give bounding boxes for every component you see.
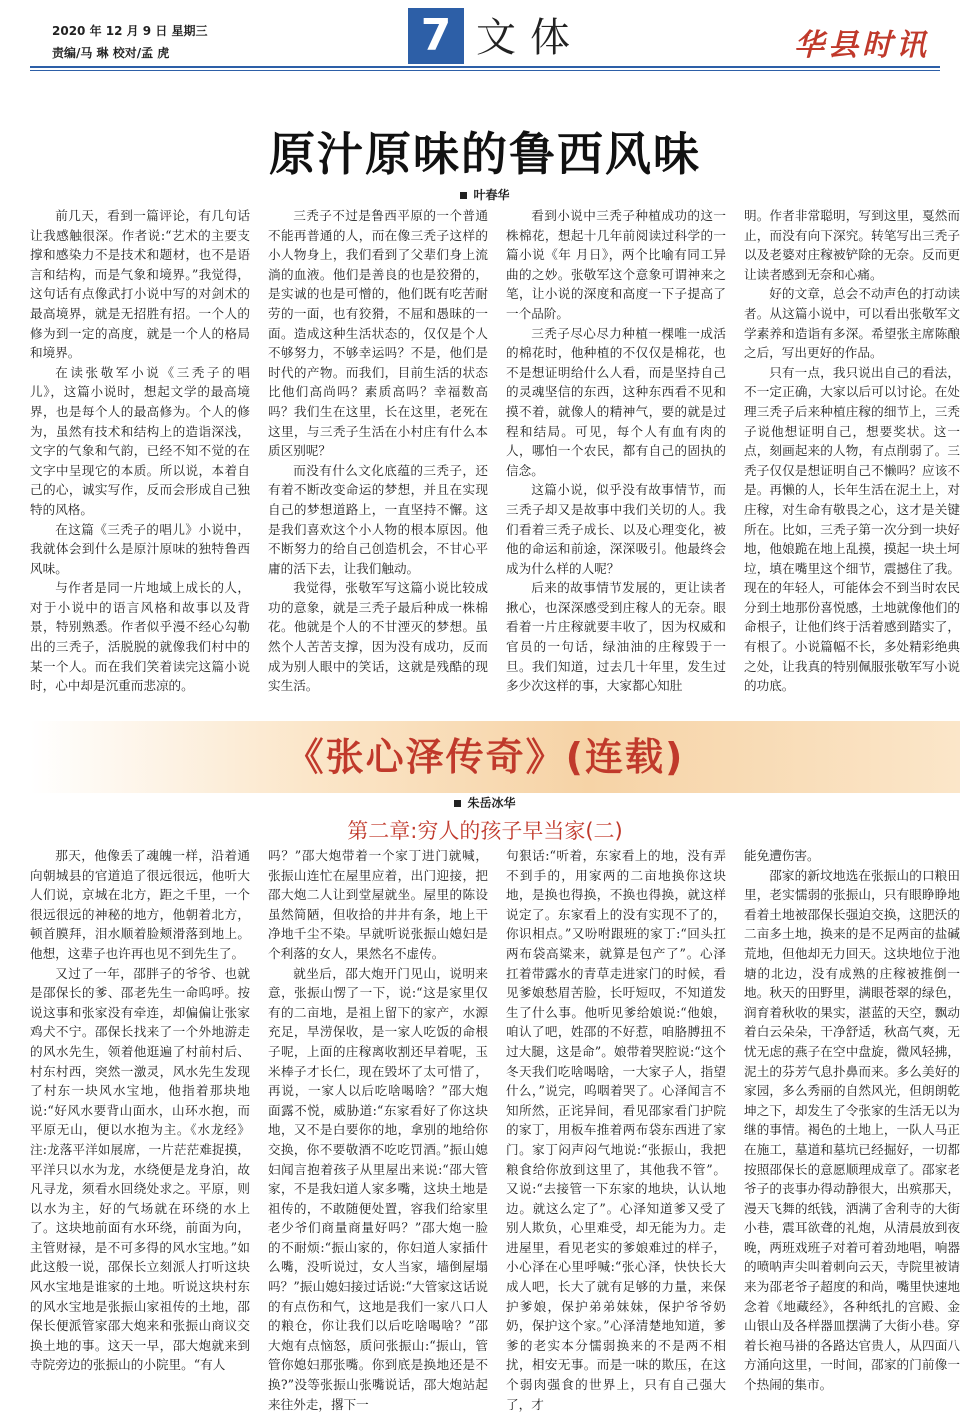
article2-author: 朱岳冰华 — [467, 796, 516, 810]
newspaper-logo: 华县时讯 — [794, 28, 930, 63]
article1-column-4 — [744, 206, 960, 700]
paragraph: 能免遭伤害。 — [744, 848, 820, 863]
article2-column-4 — [744, 846, 960, 1422]
section-title: 文体 — [476, 15, 584, 61]
paragraph: 三秃子不过是鲁西平原的一个普通不能再普通的人，而在像三秃子这样的小人物身上，我们看到了父辈们身上流淌的血液。他们是善良的也是狡猾的，是实诚的也是可憎的，他们既有吃苦耐劳的一面，也有狡猾，不屈和愚昧的一面。造成这种生活状态的，仅仅是个人不够努力，不够幸运吗？不是，他们是时代的产物。而我们，目前生活的状态比他们高尚吗？素质高吗？幸福数高吗？我们生在这里，长在这里，老死在这里，与三秃子生活在小村庄有什么本质区别呢？ — [268, 208, 488, 459]
paragraph: 看到小说中三秃子种植成功的这一株棉花，想起十几年前阅读过科学的一篇小说《年 月日》，两个比喻有同工异曲的之妙。张敬军这个意象可谓神来之笔，让小说的深度和高度一下子提高了一个品阶。 — [506, 208, 726, 321]
article2-chapter-title: 第二章:穷人的孩子早当家(二) — [347, 819, 623, 843]
paragraph: 在这篇《三秃子的唱儿》小说中，我就体会到什么是原汁原味的独特鲁西风味。 — [30, 521, 250, 576]
paragraph: 这篇小说，似乎没有故事情节，而三秃子却又是故事中我们关切的人。我们看着三秃子成长、以及心理变化，被他的命运和前途，深深吸引。他最终会成为什么样的人呢？ — [506, 482, 726, 576]
paragraph: 又过了一年，邵胖子的爷爷、也就是邵保长的爹、邵老先生一命呜呼。按说这事和张家没有牵连，却偏偏让张家鸡犬不宁。邵保长找来了一个外地游走的风水先生，领着他逛遍了村前村后、村东村西，突然一激灵，风水先生发现了村东一块风水宝地，他指着那块地说:“好风水要背山面水，山环水抱，而平原无山，便以水抱为主。《水龙经》注:龙落平洋如展席，一片茫茫难捉摸，平洋只以水为龙，水绕便是龙身泊，故凡寻龙，须看水回绕处求之。平原，则以水为主，好的气场就在环绕的水上了。这块地前面有水环绕，前面为向，主管财禄，是不可多得的风水宝地。”如此这般一说，邵保长立刻派人打听这块风水宝地是谁家的土地。听说这块村东的风水宝地是张振山家祖传的土地，邵保长便派管家邵大炮来和张振山商议交换土地的事。这天一早，邵大炮就来到寺院旁边的张振山的小院里。“有人 — [30, 965, 250, 1373]
header-rule — [30, 66, 940, 68]
article2-byline — [0, 794, 970, 811]
editor-credits: 责编/马 琳 校对/孟 虎 — [52, 46, 170, 60]
byline-square-icon — [454, 800, 461, 807]
paragraph: 邵家的新坟地选在张振山的口粮田里，老实懦弱的张振山，只有眼睁睁地看着土地被邵保长强迫交换，这肥沃的二亩多土地，换来的是不足两亩的盐碱荒地，但他却无力回天。这块地位于池塘的北边，没有成熟的庄稼被推倒一地。秋天的田野里，满眼苍翠的绿色，润育着秋收的果实，湛蓝的天空，飘动着白云朵朵，干净舒适，秋高气爽，无忧无虑的燕子在空中盘旋，微风轻拂，泥土的芬芳气息扑鼻而来。多么美好的家园，多么秀丽的自然风光，但朗朗乾坤之下，却发生了令张家的生活无以为继的事情。褐色的土地上，一队人马正在施工，墓道和墓坑已经掘好，一切都按照邵保长的意愿顺理成章了。邵家老爷子的丧事办得动静很大，出殡那天，漫天飞舞的纸钱，洒满了舍利寺的大街小巷，震耳欲聋的礼炮，从清晨放到夜晚，两班戏班子对着可着劲地唱，响器的喷呐声尖叫着刺向云天，寺院里被请来为邵老爷子超度的和尚，嘴里快速地念着《地藏经》，各种纸扎的宫殿、金山银山及各样器皿摆满了大街小巷。穿着长袍马褂的各路达官贵人，从四面八方涌向这里，一时间，邵家的门前像一个热闹的集市。 — [744, 867, 960, 1393]
issue-date: 2020 年 12 月 9 日 星期三 — [52, 24, 208, 38]
article1-title: 原汁原味的鲁西风味 — [269, 127, 701, 181]
article2-title: 《张心泽传奇》(连载) — [285, 735, 685, 779]
article1-byline — [0, 186, 970, 203]
paragraph: 后来的故事情节发展的，更让读者揪心，也深深感受到庄稼人的无奈。眼看着一片庄稼就要丰收了，因为权威和官员的一句话，绿油油的庄稼毁于一旦。我们知道，过去几十年里，发生过多少次这样的事，大家都心知肚 — [506, 580, 726, 694]
article2-column-3 — [506, 846, 726, 1422]
article1-body — [30, 206, 960, 700]
article2-column-1 — [30, 846, 250, 1422]
paragraph: 句狠话:“听着，东家看上的地，没有弄不到手的，用家两的二亩地换你这块地，是换也得换，不换也得换，就这样说定了。东家看上的没有实现不了的，你识相点。”又吩咐跟班的家丁:“回头扛两布袋高粱来，就算是包产了”。心泽扛着带露水的青草走进家门的时候，看见爹娘愁眉苦脸，长吁短叹，不知道发生了什么事。他听见爹给娘说:“他娘，咱认了吧，姓邵的不好惹，咱胳膊扭不过大腿，这是命”。娘带着哭腔说:“这个冬天我们吃啥喝啥，一大家子人，指望什么，”说完，呜咽着哭了。心泽闻言不知所然，正诧异间，看见邵家看门护院的家丁，用板车推着两布袋东西进了家门。家丁闷声闷气地说:“张振山，我把粮食给你放到这里了，其他我不管”。又说:“去接管一下东家的地块，认认地边。就这么定了”。心泽知道爹又受了别人欺负，心里难受，却无能为力。走进屋里，看见老实的爹娘难过的样子，小心泽在心里呼喊:“张心泽，快快长大成人吧，长大了就有足够的力量，来保护爹娘，保护弟弟妹妹，保护爷爷奶奶，保护这个家。”心泽清楚地知道，爹爹的老实本分懦弱换来的不是两不相扰，相安无事。而是一味的欺压，在这个弱肉强食的世界上，只有自己强大了，才 — [506, 848, 726, 1412]
paragraph: 我觉得，张敬军写这篇小说比较成功的意象，就是三秃子最后种成一株棉花。他就是个人的不甘湮灭的梦想。虽然个人苦苦支撑，因为没有成功，反而成为别人眼中的笑话，这就是残酷的现实生活。 — [268, 580, 488, 694]
paragraph: 好的文章，总会不动声色的打动读者。从这篇小说中，可以看出张敬军文学素养和造诣有多深。希望张主席陈酿之后，写出更好的作品。 — [744, 286, 960, 361]
paragraph: 与作者是同一片地域上成长的人，对于小说中的语言风格和故事以及背景，特别熟悉。作者似乎漫不经心勾勒出的三秃子，活脱脱的就像我们村中的某一个人。而在我们笑着读完这篇小说时，心中却是沉重而悲凉的。 — [30, 580, 250, 694]
paragraph: 那天，他像丢了魂魄一样，沿着通向朝城县的官道追了很远很远，他听大人们说，京城在北方，距之千里，一个很远很远的神秘的地方，他朝着北方，顿首膜拜，泪水顺着脸颊滑落到地上。他想，这辈子也许再也见不到先生了。 — [30, 848, 250, 961]
header-meta — [52, 20, 208, 64]
paragraph: 在读张敬军小说《三秃子的唱儿》，这篇小说时，想起文学的最高境界，也是每个人的最高修为。个人的修为，虽然有技术和结构上的造诣深浅，文字的气象和气韵，已经不知不觉的在文字中呈现它的本质。所以说，本着自己的心，诚实写作，反而会形成自己独特的风格。 — [30, 364, 250, 517]
article2-body — [30, 846, 960, 1422]
byline-square-icon — [460, 192, 467, 199]
article1-column-2 — [268, 206, 488, 700]
paragraph: 吗？”邵大炮带着一个家丁进门就喊，张振山连忙在屋里应着，出门迎接，把邵大炮二人让到堂屋就坐。屋里的陈设虽然简陋，但收拾的井井有条，地上干净地千尘不染。早就听说张振山媳妇是个利落的女人，果然名不虚传。 — [268, 848, 488, 961]
article1-column-3 — [506, 206, 726, 700]
paragraph: 就坐后，邵大炮开门见山，说明来意，张振山愣了一下，说:“这是家里仅有的二亩地，是祖上留下的家产，水源充足，旱涝保收，是一家人吃饭的命根子呢，上面的庄稼离收割还早着呢，玉米棒子才长仁，现在毁坏了太可惜了，再说，一家人以后吃啥喝啥？”邵大炮面露不悦，威胁道:“东家看好了你这块地，又不是白要你的地，拿别的地给你交换，你不要敬酒不吃吃罚酒。”振山媳妇闻言抱着孩子从里屋出来说:“邵大管家，不是我妇道人家多嘴，这块土地是祖传的，不敢随便处置，容我们给家里老少爷们商量商量好吗？”邵大炮一脸的不耐烦:“振山家的，你妇道人家插什么嘴，没听说过，女人当家，墙倒屋塌吗？”振山媳妇接过话说:“大管家这话说的有点伤和气，这地是我们一家八口人的粮仓，你让我们以后吃啥喝啥？”邵大炮有点恼怒，质问张振山:“振山，管管你媳妇那张嘴。你到底是换地还是不换?”没等张振山张嘴说话，邵大炮站起来往外走，撂下一 — [268, 965, 488, 1412]
paragraph: 明。作者非常聪明，写到这里，戛然而止，而没有向下深究。转笔写出三秃子以及老婆对庄稼被铲除的无奈。反而更让读者感到无奈和心痛。 — [744, 208, 960, 282]
paragraph: 而没有什么文化底蕴的三秃子，还有着不断改变命运的梦想，并且在实现自己的梦想道路上，一直坚持不懈。这是我们喜欢这个小人物的根本原因。他不断努力的给自己创造机会，不甘心平庸的活下去，让我们触动。 — [268, 462, 488, 576]
paragraph: 只有一点，我只说出自己的看法，不一定正确，大家以后可以讨论。在处理三秃子后来种植庄稼的细节上，三秃子说他想证明自己，想要奖状。这一点，刻画起来的人物，有点削弱了。三秃子仅仅是想证明自己不懒吗？应该不是。再懒的人，长年生活在泥土上，对庄稼，对生命有敬畏之心，这才是关键所在。比如，三秃子第一次分到一块好地，他娘跪在地上乱摸，摸起一块土坷垃，填在嘴里这个细节，震撼住了我。现在的年轻人，可能体会不到当时农民分到土地那份喜悦感，土地就像他们的命根子，让他们终于活着感到踏实了，有根了。小说篇幅不长，多处精彩绝典之处，让我真的特别佩服张敬军写小说的功底。 — [744, 364, 960, 694]
article1-author: 叶春华 — [473, 188, 510, 202]
article2-column-2 — [268, 846, 488, 1422]
header-rule-thin — [30, 70, 940, 71]
paragraph: 三秃子尽心尽力种植一棵唯一成活的棉花时，他种植的不仅仅是棉花，也不是想证明给什么人看，而是坚持自己的灵魂坚信的东西，这种东西看不见和摸不着，就像人的精神气，要的就是过程和结局。可见，每个人有血有肉的人，哪怕一个农民，都有自己的固执的信念。 — [506, 325, 726, 478]
page-number-badge: 7 — [408, 8, 464, 64]
paragraph: 前几天，看到一篇评论，有几句话让我感触很深。作者说:“艺术的主要支撑和感染力不是技术和题材，也不是语言和结构，而是气象和境界。”我觉得，这句话有点像武打小说中写的对剑术的最高境界，就是无招胜有招。一个人的修为到一定的高度，就是一个人的格局和境界。 — [30, 208, 250, 361]
article1-column-1 — [30, 206, 250, 700]
